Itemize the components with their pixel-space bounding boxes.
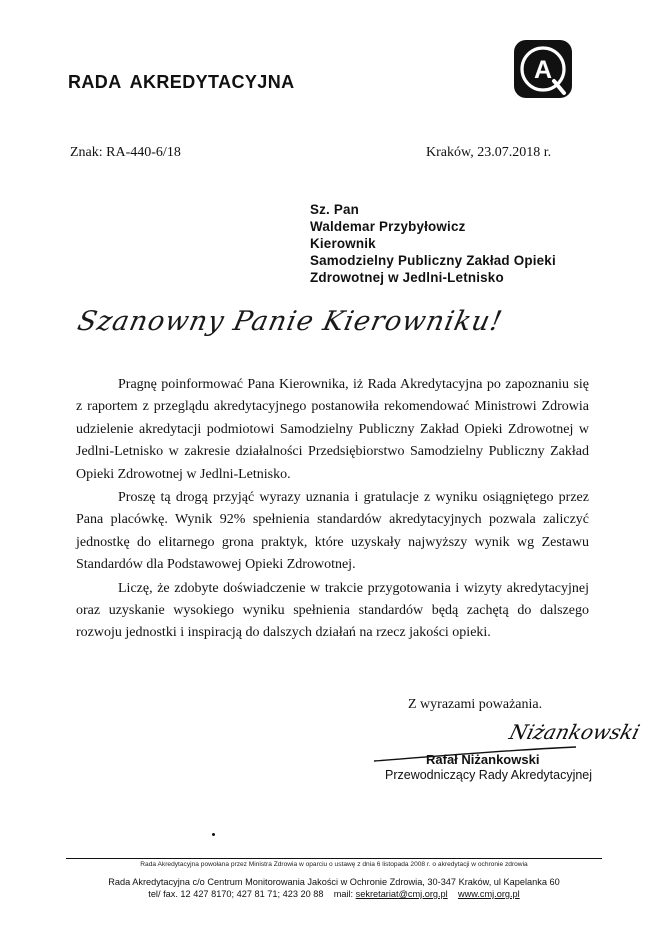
footer-address: Rada Akredytacyjna c/o Centrum Monitorowania Jakości w Ochronie Zdrowia, 30-347 Kraków, ul Kapelanka 60	[108, 877, 560, 887]
recipient-block	[310, 201, 556, 286]
reference-number: Znak: RA-440-6/18	[70, 145, 181, 160]
footer-email-link[interactable]: sekretariat@cmj.org.pl	[355, 889, 448, 899]
recipient-line: Samodzielny Publiczny Zakład Opieki	[310, 253, 556, 268]
footer-divider	[66, 858, 602, 859]
body-paragraph: Liczę, że zdobyte doświadczenie w trakcie przygotowania i wizyty akredytacyjnej oraz uzyskanie wysokiego wyniku spełnienia standardów będą zachętą do dalszego rozwoju jednostki i inspiracją do dalszych działań na rzecz jakości opieki.	[76, 580, 589, 641]
accreditation-logo	[512, 38, 574, 100]
signer-name: Rafał Niżankowski	[426, 752, 540, 767]
organization-title-word-1: RADA	[68, 72, 122, 92]
closing-phrase: Z wyrazami poważania.	[408, 697, 543, 712]
handwritten-salutation: Szanowny Panie Kierowniku!	[74, 306, 506, 337]
organization-title	[68, 72, 295, 93]
recipient-line: Sz. Pan	[310, 202, 360, 217]
footer-phones: tel/ fax. 12 427 8170; 427 81 71; 423 20 88	[148, 889, 324, 899]
footer-mail-label: mail:	[333, 889, 354, 899]
recipient-line: Kierownik	[310, 236, 376, 251]
body-paragraph: Pragnę poinformować Pana Kierownika, iż Rada Akredytacyjna po zapoznaniu się z raportem z przeglądu akredytacyjnego postanowiła rekomendować Ministrowi Zdrowia udzielenie akredytacji podmiotowi Samodzielny Publiczny Zakład Opieki Zdrowotnej w Jedlni-Letnisko w zakresie działalności Przedsiębiorstwo Samodzielny Publiczny Zakład Opieki Zdrowotnej w Jedlni-Letnisko.	[76, 377, 589, 482]
footer-contact	[66, 889, 602, 899]
footer-website-link[interactable]: www.cmj.org.pl	[457, 889, 520, 899]
recipient-line: Waldemar Przybyłowicz	[310, 219, 466, 234]
body-paragraph: Proszę tą drogą przyjąć wyrazy uznania i gratulacje z wyniku osiągniętego przez Pana placówkę. Wynik 92% spełnienia standardów akredytacyjnych pozwala zaliczyć jednostkę do elitarnego grona praktyk, które uzyskały najwyższy wynik wg Zestawu Standardów dla Podstawowej Opieki Zdrowotnej.	[76, 490, 589, 573]
letter-date: Kraków, 23.07.2018 r.	[426, 145, 552, 160]
letter-body	[76, 374, 589, 646]
signer-role: Przewodniczący Rady Akredytacyjnej	[385, 768, 593, 782]
footer-legal-note: Rada Akredytacyjna powołana przez Ministra Zdrowia w oparciu o ustawę z dnia 6 listopada 2008 r. o akredytacji w ochronie zdrowia	[140, 861, 528, 868]
handwritten-signature: Niżankowski	[506, 720, 643, 744]
organization-title-word-2: AKREDYTACYJNA	[129, 72, 295, 92]
stray-mark	[212, 833, 215, 836]
logo-letter-a: A	[533, 56, 553, 84]
recipient-line: Zdrowotnej w Jedlni-Letnisko	[310, 270, 504, 285]
